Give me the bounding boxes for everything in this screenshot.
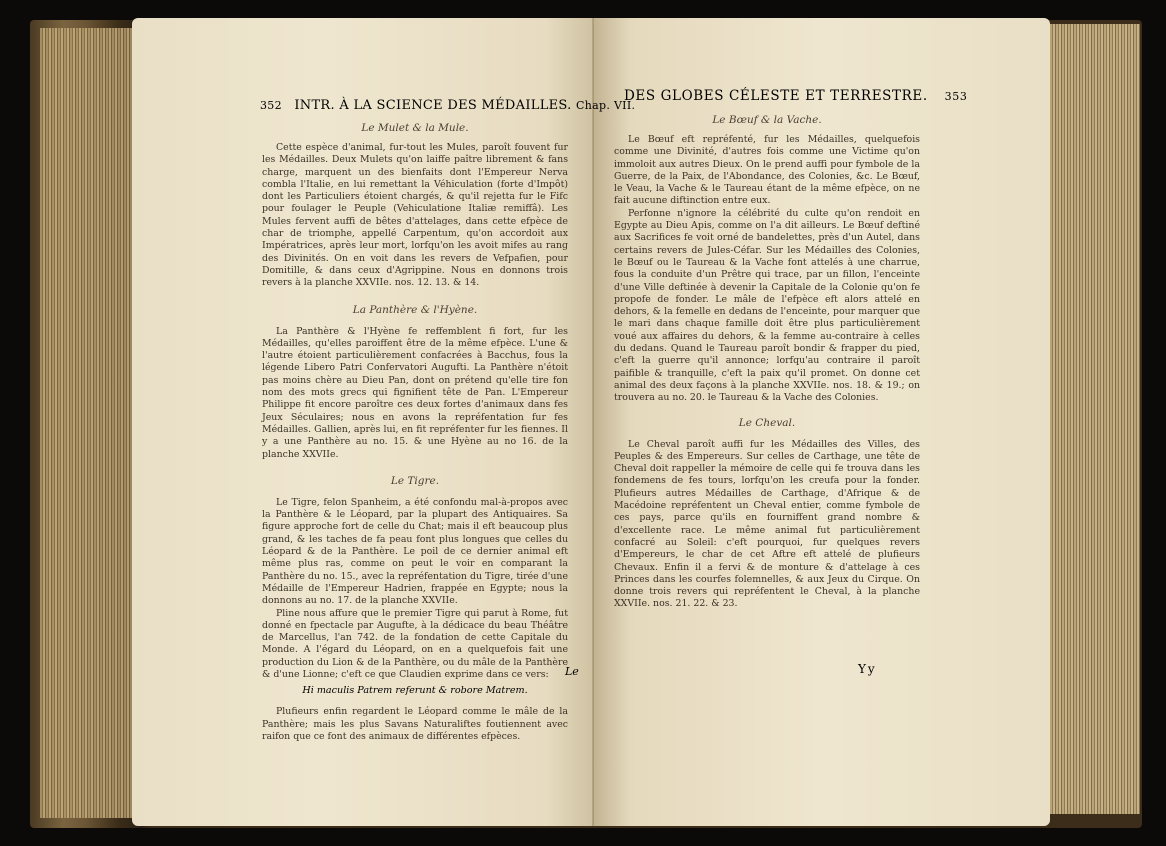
right-running-head bbox=[624, 88, 968, 104]
section-title-mulet: Le Mulet & la Mule. bbox=[361, 122, 469, 134]
right-page-edges bbox=[1044, 24, 1140, 814]
signature-mark: Yy bbox=[858, 662, 877, 676]
section-title-cheval: Le Cheval. bbox=[738, 416, 796, 429]
section-title-tigre: Le Tigre. bbox=[390, 474, 440, 487]
right-page-number: 353 bbox=[944, 90, 968, 103]
paragraph-tigre-1: Le Tigre, felon Spanheim, a été confondu mal-à-propos avec la Panthère & le Léopard, par la plupart des Antiquaires. Sa figure approche fort de celle du Chat; mais il eft beaucoup plus grand, & les taches de fa peau font plus longues que celles du Léopard & de la Panthère. Le poil de ce dernier animal eft même plus ras, comme on peut le voir en comparant la Panthère du no. 15., avec la repréfentation du Tigre, tirée d'une Médaille de l'Empereur Hadrien, frappée en Egypte; nous la donnons au no. 17. de la planche XXVIIe. bbox=[262, 496, 568, 607]
section-title-boeuf: Le Bœuf & la Vache. bbox=[712, 114, 822, 126]
right-page-text bbox=[614, 114, 920, 611]
right-head-title: DES GLOBES CÉLESTE ET TERRESTRE. bbox=[624, 88, 928, 104]
left-catchword: Le bbox=[565, 665, 579, 678]
paragraph-boeuf-1: Le Bœuf eft repréfenté, fur les Médailles, quelquefois comme une Divinité, d'autres fois comme une Victime qu'on immoloit aux autres Dieux. On le prend auffi pour fymbole de la Guerre, de la Paix, de l'Abondance, des Colonies, &c. Le Bœuf, le Veau, la Vache & le Taureau étant de la même efpèce, on ne fait aucune diftinction entre eux. bbox=[614, 134, 920, 207]
latin-verse: Hi maculis Patrem referunt & robore Matrem. bbox=[302, 685, 528, 697]
left-page-number: 352 bbox=[260, 99, 282, 112]
left-page-text bbox=[262, 122, 568, 743]
paragraph-cheval: Le Cheval paroît auffi fur les Médailles des Villes, des Peuples & des Empereurs. Sur celles de Carthage, une tête de Cheval doit rappeller la mémoire de celle qui fe trouva dans les fondemens de fes tours, lorfqu'on les creufa pour la fonder. Plufieurs autres Médailles de Carthage, d'Afrique & de Macédoine repréfentent un Cheval entier, comme fymbole de ces pays, parce qu'ils en fourniffent grand nombre & d'excellente race. Le même animal fut particulièrement confacré au Soleil: c'eft pourquoi, fur quelques revers d'Empereurs, le char de cet Aftre eft attelé de plufieurs Chevaux. Enfin il a fervi & de monture & d'attelage à ces Princes dans les courfes folemnelles, & aux Jeux du Cirque. On donne trois revers qui repréfentent le Cheval, à la planche XXVIIe. nos. 21. 22. & 23. bbox=[614, 438, 920, 610]
left-head-title: INTR. À LA SCIENCE DES MÉDAILLES. bbox=[294, 98, 572, 113]
paragraph-panthere: La Panthère & l'Hyène fe reffemblent fi fort, fur les Médailles, qu'elles paroiffent être de la même efpèce. L'une & l'autre étoient particulièrement confacrées à Bacchus, fous la légende Libero Patri Confervatori Augufti. La Panthère n'étoit pas moins chère au Dieu Pan, dont on prétend qu'elle tire fon nom des mots grecs qui fignifient tête de Pan. L'Empereur Philippe fit encore paroître ces deux fortes d'animaux dans fes Jeux Séculaires; nous en avons la repréfentation fur fes Médailles. Gallien, après lui, en fit repréfenter fur les fiennes. Il y a une Panthère au no. 15. & une Hyène au no 16. de la planche XXVIIe. bbox=[262, 325, 568, 460]
paragraph-boeuf-2: Perfonne n'ignore la célébrité du culte qu'on rendoit en Egypte au Dieu Apis, comme on l'a dit ailleurs. Le Bœuf deftiné aux Sacrifices fe voit orné de bandelettes, près d'un Autel, dans certains revers de Jules-Céfar. Sur les Médailles des Colonies, le Bœuf ou le Taureau & la Vache font attelés à une charrue, fous la conduite d'un Prêtre qui trace, par un fillon, l'enceinte d'une Ville deftinée à devenir la Capitale de la Colonie qu'on fe propofe de fonder. Le mâle de l'efpèce eft alors attelé en dehors, & la femelle en dedans de l'enceinte, pour marquer que le mari dans chaque famille doit être plus particulièrement voué aux affaires du dehors, & la femme au-contraire à celles du dedans. Quand le Taureau paroît bondir & frapper du pied, c'eft la guerre qu'il annonce; lorfqu'au contraire il paroît paifible & tranquille, c'eft la paix qu'il promet. On donne cet animal des deux façons à la planche XXVIIe. nos. 18. & 19.; on trouvera au no. 20. le Taureau & la Vache des Colonies. bbox=[614, 207, 920, 404]
left-running-head bbox=[260, 98, 636, 113]
left-head-chapter: Chap. VII. bbox=[576, 99, 636, 112]
section-title-panthere: La Panthère & l'Hyène. bbox=[352, 303, 478, 316]
paragraph-mulet: Cette espèce d'animal, fur-tout les Mules, paroît fouvent fur les Médailles. Deux Mulets qu'on laiffe paître librement & fans charge, marquent un des bienfaits dont l'Empereur Nerva combla l'Italie, en lui remettant la Véhiculation (forte d'Impôt) dont les Particuliers étoient chargés, & qu'il rejetta fur le Fifc pour foulager le Peuple (Vehiculatione Italiæ remiffâ). Les Mules fervent auffi de bêtes d'attelages, dans cette efpèce de char de triomphe, appellé Carpentum, qu'on accordoit aux Impératrices, après leur mort, lorfqu'on les avoit mifes au rang des Divinités. On en voit dans les revers de Vefpafien, pour Domitille, & dans ceux d'Agrippine. Nous en donnons trois revers à la planche XXVIIe. nos. 12. 13. & 14. bbox=[262, 142, 568, 289]
left-page-edges bbox=[40, 28, 140, 818]
paragraph-tigre-2: Pline nous affure que le premier Tigre qui parut à Rome, fut donné en fpectacle par Augufte, à la dédicace du beau Théâtre de Marcellus, l'an 742. de la fondation de cette Capitale du Monde. A l'égard du Léopard, on en a quelquefois fait une production du Lion & de la Panthère, ou du mâle de la Panthère & d'une Lionne; c'eft ce que Claudien exprime dans ce vers: bbox=[262, 607, 568, 680]
paragraph-leopard: Plufieurs enfin regardent le Léopard comme le mâle de la Panthère; mais les plus Savans Naturaliftes foutiennent avec raifon que ce font des animaux de différentes efpèces. bbox=[262, 706, 568, 742]
